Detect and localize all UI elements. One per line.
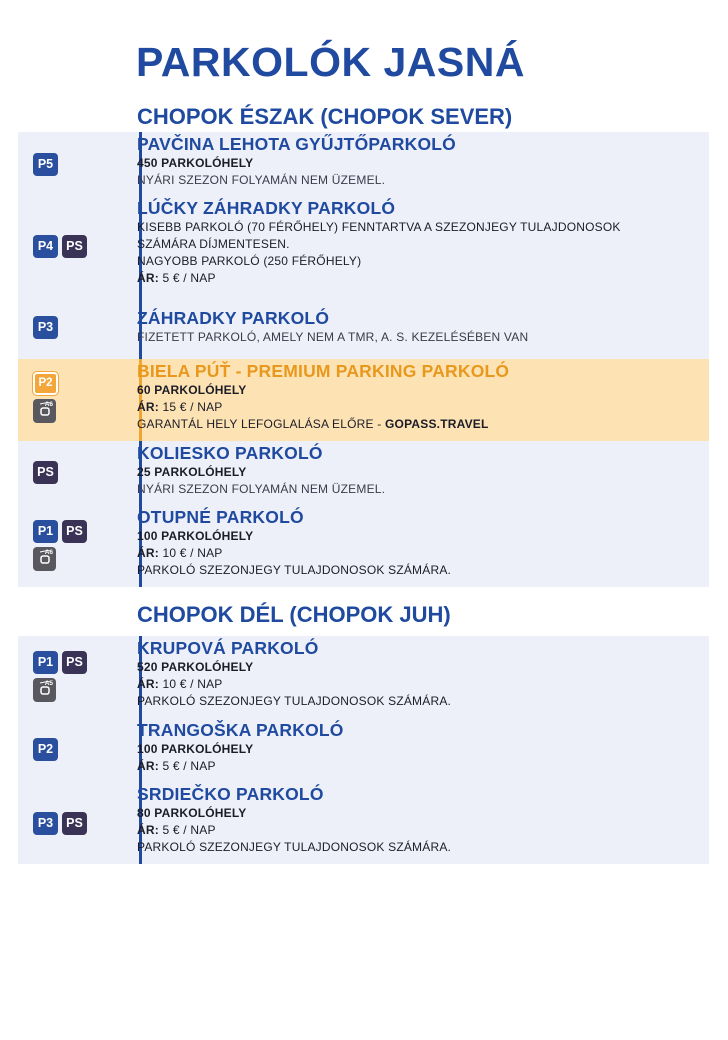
parking-price: ÁR: 5 € / NAP (137, 823, 216, 837)
parking-badge-ps: PS (62, 235, 87, 258)
parking-badge-ps: PS (62, 651, 87, 674)
parking-capacity: 25 PARKOLÓHELY (137, 465, 247, 479)
badge-group (33, 235, 87, 262)
parking-capacity: 100 PARKOLÓHELY (137, 529, 254, 543)
parking-row (18, 782, 709, 864)
parking-info (137, 720, 701, 775)
parking-description: NAGYOBB PARKOLÓ (250 FÉRŐHELY) (137, 254, 362, 268)
page-title: PARKOLÓK JASNÁ (136, 39, 525, 85)
parking-row-premium (18, 359, 709, 441)
parking-info (137, 134, 701, 189)
section-title-south: CHOPOK DÉL (CHOPOK JUH) (137, 602, 451, 627)
gondola-lift-icon: A5 (33, 678, 56, 702)
parking-badge-ps: PS (62, 520, 87, 543)
parking-name: KOLIESKO PARKOLÓ (137, 443, 323, 463)
parking-row (18, 505, 709, 587)
badge-group (33, 461, 58, 488)
parking-note: FIZETETT PARKOLÓ, AMELY NEM A TMR, A. S. KEZELÉSÉBEN VAN (137, 330, 529, 344)
gopass-link[interactable]: GOPASS.TRAVEL (385, 417, 489, 431)
parking-capacity: 60 PARKOLÓHELY (137, 383, 247, 397)
parking-info (137, 784, 701, 856)
parking-name: OTUPNÉ PARKOLÓ (137, 507, 304, 527)
parking-badge-p5: P5 (33, 153, 58, 176)
parking-badge-p2: P2 (33, 738, 58, 761)
parking-price: ÁR: 10 € / NAP (137, 677, 223, 691)
parking-note: PARKOLÓ SZEZONJEGY TULAJDONOSOK SZÁMÁRA. (137, 840, 452, 854)
badge-group (33, 738, 58, 765)
parking-row (18, 441, 709, 505)
badge-group (33, 520, 87, 575)
premium-parking-badge-p2: P2 (33, 372, 58, 395)
parking-name: ZÁHRADKY PARKOLÓ (137, 308, 330, 328)
parking-info (137, 507, 701, 579)
gondola-lift-icon: A6 (33, 399, 56, 423)
parking-info (137, 198, 701, 287)
parking-note: PARKOLÓ SZEZONJEGY TULAJDONOSOK SZÁMÁRA. (137, 694, 452, 708)
parking-info (137, 361, 701, 433)
parking-price: ÁR: 5 € / NAP (137, 759, 216, 773)
parking-name: TRANGOŠKA PARKOLÓ (137, 720, 344, 740)
parking-badge-p3: P3 (33, 812, 58, 835)
parking-name: BIELA PÚŤ - PREMIUM PARKING PARKOLÓ (137, 361, 510, 381)
parking-price: ÁR: 10 € / NAP (137, 546, 223, 560)
parking-description: SZÁMÁRA DÍJMENTESEN. (137, 237, 290, 251)
parking-info (137, 308, 701, 346)
parking-badge-ps: PS (33, 461, 58, 484)
parking-capacity: 520 PARKOLÓHELY (137, 660, 254, 674)
parking-name: SRDIEČKO PARKOLÓ (137, 784, 324, 804)
parking-info (137, 443, 701, 498)
parking-note: GARANTÁL HELY LEFOGLALÁSA ELŐRE - GOPASS.TRAVEL (137, 417, 489, 431)
badge-group (33, 372, 58, 427)
section-title-north: CHOPOK ÉSZAK (CHOPOK SEVER) (137, 104, 513, 129)
parking-badge-p1: P1 (33, 520, 58, 543)
parking-badge-p4: P4 (33, 235, 58, 258)
parking-badge-p1: P1 (33, 651, 58, 674)
parking-description: KISEBB PARKOLÓ (70 FÉRŐHELY) FENNTARTVA A SZEZONJEGY TULAJDONOSOK (137, 220, 621, 234)
badge-group (33, 812, 87, 839)
parking-note: PARKOLÓ SZEZONJEGY TULAJDONOSOK SZÁMÁRA. (137, 563, 452, 577)
badge-group (33, 153, 58, 180)
parking-name: LÚČKY ZÁHRADKY PARKOLÓ (137, 198, 396, 218)
parking-price: ÁR: 5 € / NAP (137, 271, 216, 285)
parking-capacity: 100 PARKOLÓHELY (137, 742, 254, 756)
parking-badge-p3: P3 (33, 316, 58, 339)
parking-row (18, 132, 709, 196)
parking-row (18, 196, 709, 296)
parking-price: ÁR: 15 € / NAP (137, 400, 223, 414)
badge-group (33, 316, 58, 343)
parking-capacity: 450 PARKOLÓHELY (137, 156, 254, 170)
gondola-lift-icon: A6 (33, 547, 56, 571)
parking-capacity: 80 PARKOLÓHELY (137, 806, 247, 820)
parking-name: KRUPOVÁ PARKOLÓ (137, 638, 319, 658)
parking-row (18, 636, 709, 718)
parking-name: PAVČINA LEHOTA GYŰJTŐPARKOLÓ (137, 134, 456, 154)
parking-info (137, 638, 701, 710)
parking-note: NYÁRI SZEZON FOLYAMÁN NEM ÜZEMEL. (137, 173, 386, 187)
parking-note: NYÁRI SZEZON FOLYAMÁN NEM ÜZEMEL. (137, 482, 386, 496)
parking-row (18, 296, 709, 359)
parking-badge-ps: PS (62, 812, 87, 835)
badge-group (33, 651, 87, 706)
parking-row (18, 718, 709, 782)
